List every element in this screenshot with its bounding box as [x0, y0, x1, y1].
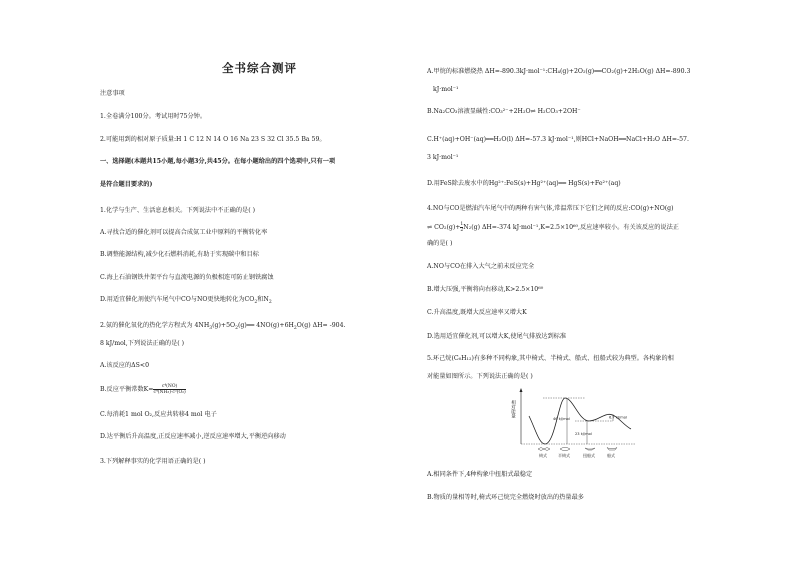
twist-boat-conformer-icon	[585, 448, 595, 450]
q3-option-a: A.甲烷的标准燃烧热 ΔH=-890.3kJ·mol⁻¹:CH₄(g)+2O₂(g)══CO₂(g)+2H₂O(g) ΔH=-890.3	[427, 68, 691, 75]
question-3: 3.下列解释事实的化学用语正确的是( )	[100, 458, 206, 465]
question-4-cont: ⇌ CO₂(g)+ $\frac{1}{2}$ N₂(g) ΔH=-374 kJ·mol⁻¹,K=2.5×10⁶⁰,反应速率较小。有关该反应的说法正	[427, 222, 679, 233]
q3-option-b: B.Na₂CO₃溶液显碱性:CO₃²⁻+2H₂O⇌ H₂CO₃+2OH⁻	[427, 108, 581, 115]
question-4: 4.NO与CO是燃油汽车尾气中的两种有害气体,常温常压下它们之间的反应:CO(g)+NO(g)	[427, 205, 674, 212]
q2-option-b: B.反应平衡常数K= $\frac{\text{c⁴(NO)}}{\text{c⁴(NH₃)·c⁵(O₂)}}$	[100, 384, 186, 395]
notice-1: 1.全卷满分100分。考试用时75分钟。	[100, 113, 207, 120]
q4-option-d: D.选用适宜催化剂,可以增大K,使尾气排放达到标准	[427, 333, 567, 340]
notice-heading: 注意事项	[100, 90, 125, 97]
q2-option-c: C.每消耗1 mol O₂,反应共转移4 mol 电子	[100, 411, 217, 418]
q4-option-a: A.NO与CO在排入大气之前未反应完全	[427, 263, 535, 270]
q4-option-c: C.升高温度,既增大反应速率又增大K	[427, 309, 527, 316]
boat-conformer-icon	[607, 448, 617, 451]
category-label-1: 半椅式	[558, 453, 570, 458]
question-5: 5.环己烷(C₆H₁₂)有多种不同构象,其中椅式、半椅式、船式、扭船式较为典型。各构象的相	[427, 355, 674, 362]
q2-option-a: A.该反应的ΔS<0	[100, 362, 150, 369]
annotation-46: 46 kJ/mol	[553, 417, 570, 421]
q1-option-b: B.调整能源结构,减少化石燃料消耗,有助于实现碳中和目标	[100, 251, 259, 258]
y-axis-arrow	[520, 388, 523, 392]
q1-option-d: D.用适宜催化剂使汽车尾气中CO与NO更快地转化为$CO_2$和$N_2$	[100, 296, 272, 306]
chair-conformer-icon	[538, 448, 550, 451]
y-axis-label: 相对能量	[510, 400, 516, 418]
page-title: 全书综合测评	[222, 61, 297, 75]
conformer-icons	[538, 448, 617, 451]
question-2-cont: 8 kJ/mol,下列说法正确的是( )	[100, 340, 185, 347]
q5-option-b: B.物质的量相等时,椅式环己烷完全燃烧时放出的热量最多	[427, 494, 584, 501]
question-4-cont2: 确的是( )	[427, 240, 453, 247]
annotation-23: 23 kJ/mol	[575, 432, 592, 436]
q2-option-d: D.达平衡后升高温度,正反应速率减小,逆反应速率增大,平衡逆向移动	[100, 433, 286, 440]
category-label-0: 椅式	[539, 453, 547, 458]
q3-option-c: C.H⁺(aq)+OH⁻(aq)══H₂O(l) ΔH=-57.3 kJ·mol⁻¹,则HCl+NaOH══NaCl+H₂O ΔH=-57.	[427, 136, 689, 143]
section-heading-cont: 是符合题目要求的)	[100, 181, 153, 188]
q3-option-c-cont: 3 kJ·mol⁻¹	[427, 154, 459, 161]
equilibrium-fraction: $\frac{\text{c⁴(NO)}}{\text{c⁴(NH₃)·c⁵(O₂)}}$	[153, 384, 186, 395]
annotation-6-7: 6.7 kJ/mol	[609, 415, 627, 420]
category-label-3: 船式	[607, 453, 615, 458]
q1-option-a: A.寻找合适的催化剂可以提高合成氨工业中原料的平衡转化率	[100, 229, 268, 236]
half-fraction: $\frac{1}{2}$	[460, 222, 464, 233]
q3-option-d: D.用FeS除去废水中的Hg²⁺:FeS(s)+Hg²⁺(aq)══ HgS(s)+Fe²⁺(aq)	[427, 180, 621, 187]
q1-option-c: C.海上石油钢铁井架平台与直流电源的负极相连可防止钢铁腐蚀	[100, 274, 274, 281]
notice-2: 2.可能用到的相对原子质量:H 1 C 12 N 14 O 16 Na 23 S 32 Cl 35.5 Ba 59。	[100, 136, 326, 143]
category-label-2: 扭船式	[583, 453, 595, 458]
section-heading: 一、选择题(本题共15小题,每小题3分,共45分。在每小题给出的四个选项中,只有一项	[100, 158, 336, 165]
half-chair-conformer-icon	[560, 448, 570, 451]
question-5-cont: 对能量如图所示。下列说法正确的是( )	[427, 373, 533, 380]
q5-option-a: A.相同条件下,4种构象中扭船式最稳定	[427, 471, 533, 478]
question-2: 2.氨的催化氧化的热化学方程式为 $4NH_3(g)+5O_2(g)══$ $4NO(g)+6H_2O(g)$ ΔH= -904.	[100, 322, 346, 332]
energy-diagram	[505, 388, 645, 460]
question-1: 1.化学与生产、生活息息相关。下列说法中不正确的是( )	[100, 207, 256, 214]
q3-option-a-cont: kJ·mol⁻¹	[433, 86, 459, 93]
q4-option-b: B.增大压强,平衡将向右移动,K>2.5×10⁶⁰	[427, 286, 544, 293]
